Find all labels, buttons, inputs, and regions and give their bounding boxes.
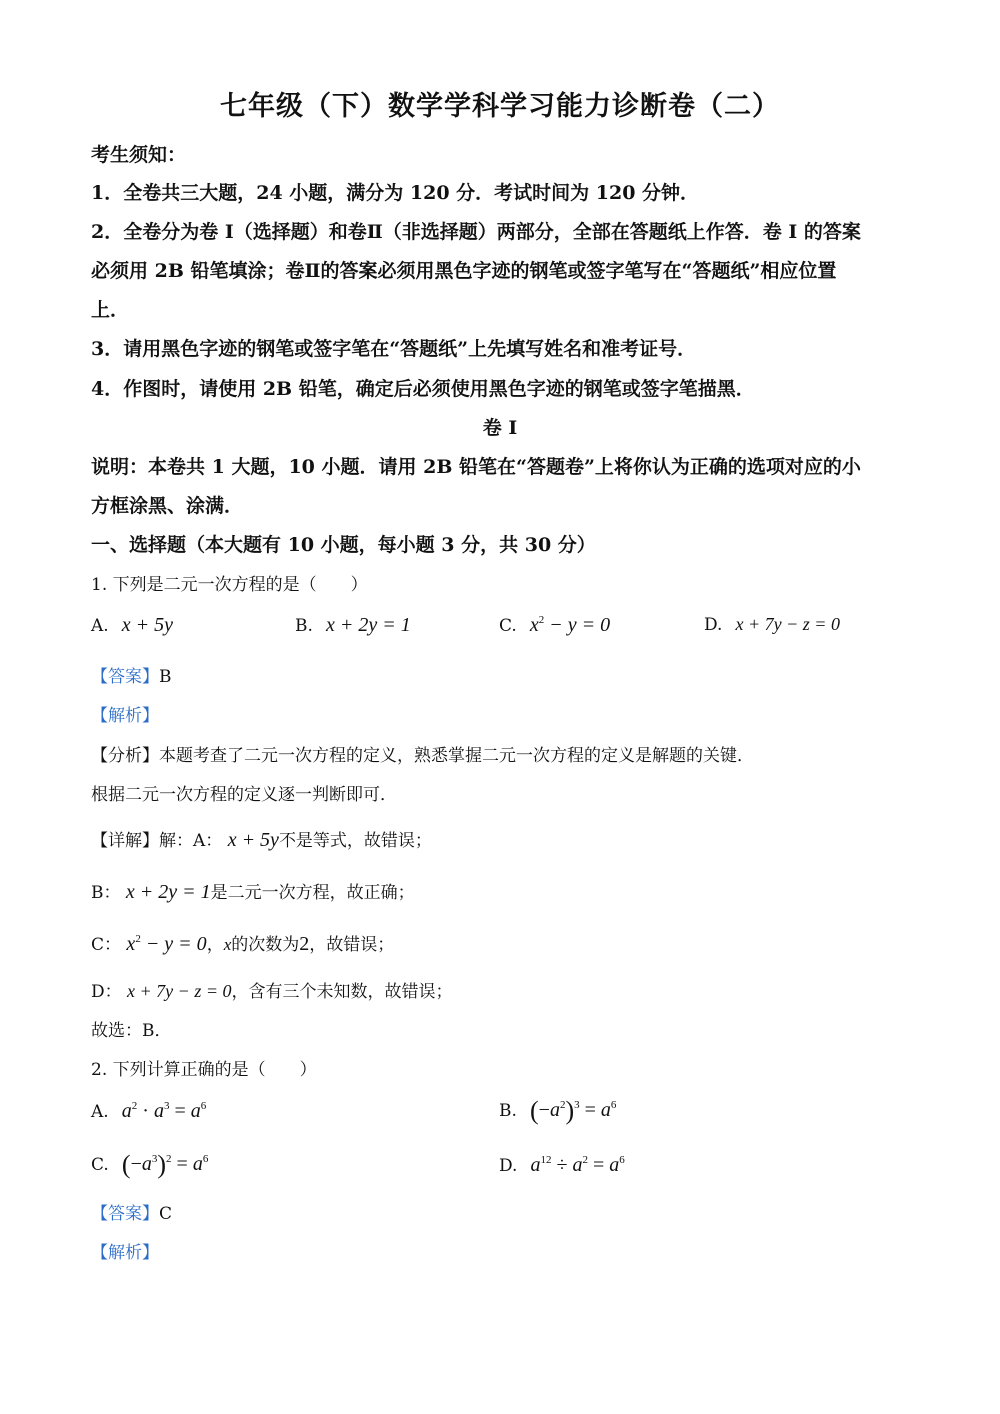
question-2-option-d xyxy=(499,1154,625,1177)
detail-math: x + 2y = 1 xyxy=(125,881,211,903)
detail-prefix: C： xyxy=(91,935,122,955)
option-math xyxy=(530,614,610,636)
question-1-answer xyxy=(91,662,172,687)
question-1-option-a xyxy=(91,614,173,637)
detail-text: ，故错误； xyxy=(309,935,395,955)
answer-tag: 【答案】 xyxy=(91,1204,159,1224)
question-2-option-a xyxy=(91,1100,206,1123)
answer-value: B xyxy=(159,667,172,687)
notice-item-2-line-2: 必须用 2B 铅笔填涂；卷Ⅱ的答案必须用黑色字迹的钢笔或签字笔写在“答题纸”相应位置 xyxy=(91,260,837,282)
question-1-option-c xyxy=(499,614,610,637)
question-1-fenxi xyxy=(91,741,754,766)
notice-item-3: 3．请用黑色字迹的钢笔或签字笔在“答题纸”上先填写姓名和准考证号． xyxy=(91,338,697,360)
option-label: B. xyxy=(295,616,313,636)
option-label: C. xyxy=(499,616,517,636)
fenxi-text: 本题考查了二元一次方程的定义，熟悉掌握二元一次方程的定义是解题的关键． xyxy=(159,746,754,766)
answer-value: C xyxy=(159,1204,173,1224)
detail-math-variable: x xyxy=(223,935,232,954)
question-1-option-d xyxy=(704,614,840,635)
question-1-detail-c xyxy=(91,930,394,956)
detail-prefix: D： xyxy=(91,982,122,1002)
option-label: B. xyxy=(499,1101,517,1121)
math-exponent: 2 xyxy=(538,614,545,626)
answer-tag: 【答案】 xyxy=(91,667,159,687)
math-base: x xyxy=(529,614,539,636)
question-2-option-b xyxy=(499,1096,616,1126)
notice-item-2-line-1: 2．全卷分为卷 I（选择题）和卷Ⅱ（非选择题）两部分，全部在答题纸上作答．卷 I 的答案 xyxy=(91,221,861,243)
math-rest: − y = 0 xyxy=(544,614,611,636)
option-math: x + 5y xyxy=(121,614,174,636)
question-1-detail-b xyxy=(91,878,415,904)
notice-item-4: 4．作图时，请使用 2B 铅笔，确定后必须使用黑色字迹的钢笔或签字笔描黑． xyxy=(91,378,755,400)
fenxi-tag: 【分析】 xyxy=(91,746,159,766)
question-2-option-c xyxy=(91,1150,208,1180)
question-2-analysis-tag: 【解析】 xyxy=(91,1243,159,1263)
detail-math: x + 5y xyxy=(227,829,279,851)
detail-text: ， xyxy=(206,935,224,955)
question-1-option-b xyxy=(295,614,411,637)
option-math: $(-a^3)^2 = a^6$ xyxy=(121,1150,209,1179)
detail-prefix: B： xyxy=(91,883,121,903)
part-description-line-2: 方框涂黑、涂满． xyxy=(91,495,244,517)
detail-math-number: 2 xyxy=(299,933,310,955)
option-math: $a^2 \cdot a^3 = a^6$ xyxy=(121,1100,207,1122)
section-heading: 一、选择题（本大题有 10 小题，每小题 3 分，共 30 分） xyxy=(91,534,596,556)
question-2-answer xyxy=(91,1199,172,1224)
option-label: D. xyxy=(704,615,723,635)
question-1-stem: 1. 下列是二元一次方程的是（ ） xyxy=(91,575,368,595)
detail-text: 的次数为 xyxy=(231,935,300,955)
option-label: A. xyxy=(91,616,109,636)
math-rest: − y = 0 xyxy=(140,933,207,955)
detail-math: x + 7y − z = 0 xyxy=(127,981,232,1001)
part-label: 卷 I xyxy=(482,417,518,439)
option-label: A. xyxy=(91,1102,109,1122)
option-math: $a^{12} \div a^2 = a^6$ xyxy=(530,1154,625,1176)
question-1-analysis-tag: 【解析】 xyxy=(91,706,159,726)
question-2-stem: 2. 下列计算正确的是（ ） xyxy=(91,1060,317,1080)
notice-heading: 考生须知： xyxy=(91,144,187,166)
detail-tag: 【详解】 xyxy=(91,831,159,851)
page-title: 七年级（下）数学学科学习能力诊断卷（二） xyxy=(220,91,780,122)
option-label: D. xyxy=(499,1156,518,1176)
question-1-detail-d xyxy=(91,977,452,1002)
notice-item-1: 1．全卷共三大题，24 小题，满分为 120 分．考试时间为 120 分钟． xyxy=(91,182,700,204)
question-1-detail-a xyxy=(91,826,432,852)
option-label: C. xyxy=(91,1155,109,1175)
detail-text: 是二元一次方程，故正确； xyxy=(210,883,415,903)
detail-text: ，含有三个未知数，故错误； xyxy=(231,982,453,1002)
detail-prefix: 解：A： xyxy=(159,831,223,851)
detail-math xyxy=(126,933,206,955)
part-description-line-1: 说明：本卷共 1 大题，10 小题．请用 2B 铅笔在“答题卷”上将你认为正确的选项对应的小 xyxy=(91,456,861,478)
question-1-fenxi-2: 根据二元一次方程的定义逐一判断即可． xyxy=(91,785,397,805)
option-math: x + 2y = 1 xyxy=(326,614,411,636)
option-math: x + 7y − z = 0 xyxy=(735,614,840,634)
detail-text: 不是等式，故错误； xyxy=(278,831,432,851)
math-base: x xyxy=(126,933,136,955)
notice-item-2-line-3: 上． xyxy=(91,299,130,321)
option-math: $(-a^2)^3 = a^6$ xyxy=(530,1096,617,1125)
question-1-conclusion: 故选：B． xyxy=(91,1021,172,1041)
math-exponent: 2 xyxy=(135,933,141,945)
